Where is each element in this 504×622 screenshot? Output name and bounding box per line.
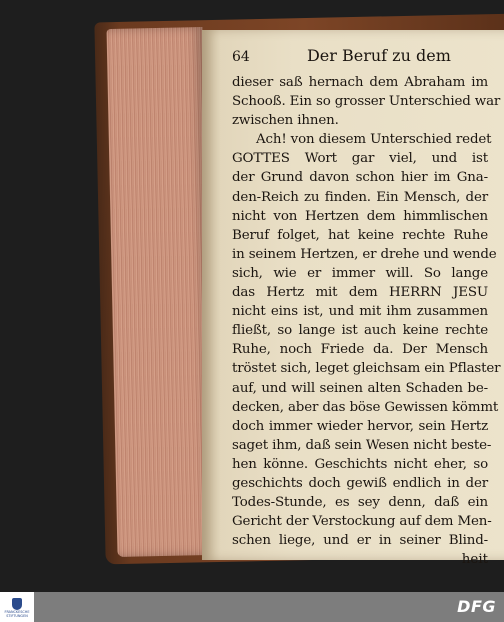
text-line: schen liege, und er in seiner Blind-: [232, 533, 488, 549]
text-line: zwischen ihnen.: [232, 113, 339, 129]
text-line: Schooß. Ein so grosser Unterschied war: [232, 94, 501, 110]
text-line: Todes-Stunde, es sey denn, daß ein: [232, 495, 488, 511]
text-line: tröstet sich, leget gleichsam ein Pflaster: [232, 361, 501, 377]
page-header: [232, 46, 488, 65]
text-line: Ach! von diesem Unterschied redet: [256, 132, 492, 148]
running-head: Der Beruf zu dem: [306, 46, 451, 65]
text-line: decken, aber das böse Gewissen kömmt: [232, 399, 499, 415]
institution-logo[interactable]: [0, 592, 34, 622]
text-line: Gericht der Verstockung auf dem Men-: [232, 514, 492, 530]
text-line: saget ihm, daß sein Wesen nicht beste-: [232, 437, 492, 453]
text-line: der Grund davon schon hier im Gna-: [232, 170, 488, 186]
text-line: fließt, so lange ist auch keine rechte: [232, 323, 488, 339]
body-text: [232, 73, 501, 550]
text-line: in seinem Hertzen, er drehe und wende: [232, 246, 497, 262]
text-line: Beruf folget, hat keine rechte Ruhe: [232, 227, 488, 243]
text-line: sich, wie er immer will. So lange: [232, 265, 488, 281]
text-line: dieser saß hernach dem Abraham im: [232, 75, 488, 90]
text-line: hen könne. Geschichts nicht eher, so: [232, 456, 488, 472]
text-line: den-Reich zu finden. Ein Mensch, der: [232, 189, 488, 205]
page-number: 64: [232, 49, 250, 65]
emblem-icon: [12, 598, 22, 610]
text-line: Ruhe, noch Friede da. Der Mensch: [232, 342, 488, 358]
viewer-footer: [0, 592, 504, 622]
text-line: doch immer wieder hervor, sein Hertz: [232, 418, 488, 434]
catchword: heit: [461, 552, 488, 568]
logo-text: FRANCKESCHE STIFTUNGEN: [4, 609, 30, 618]
text-line: nicht von Hertzen dem himmlischen: [232, 208, 488, 224]
page-edges: [106, 27, 213, 557]
dfg-logo[interactable]: DFG: [457, 597, 496, 616]
text-line: geschichts doch gewiß endlich in der: [232, 475, 488, 491]
text-line: das Hertz mit dem HERRN JESU: [232, 285, 488, 301]
text-line: auf, und will seinen alten Schaden be-: [232, 380, 488, 396]
text-line: nicht eins ist, und mit ihm zusammen: [232, 304, 488, 320]
page-content: [232, 46, 501, 569]
text-line: GOTTES Wort gar viel, und ist: [232, 151, 488, 167]
